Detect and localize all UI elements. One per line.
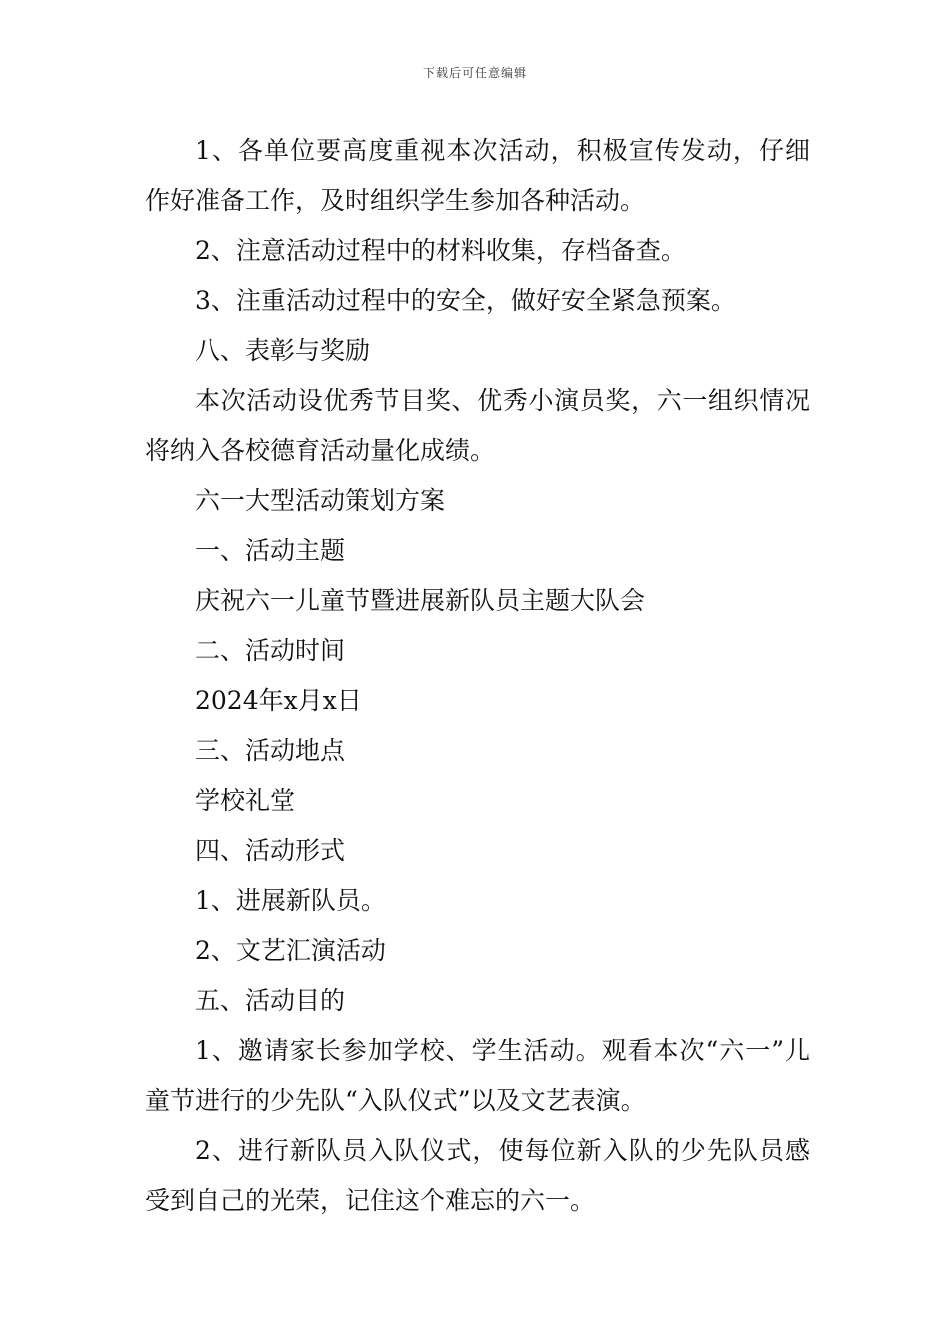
section-heading-location: 三、活动地点 (195, 736, 346, 765)
paragraph-purpose-2: 2、进行新队员入队仪式，使每位新入队的少先队员感受到自己的光荣，记住这个难忘的六一。 (145, 1136, 810, 1215)
paragraph-purpose-1: 1、邀请家长参加学校、学生活动。观看本次“六一”儿童节进行的少先队“入队仪式”以及文艺表演。 (145, 1036, 810, 1115)
paragraph-location: 学校礼堂 (195, 786, 296, 815)
document-title: 六一大型活动策划方案 (195, 486, 446, 515)
section-heading-purpose: 五、活动目的 (195, 986, 346, 1015)
paragraph-requirement-1: 1、各单位要高度重视本次活动，积极宣传发动，仔细作好准备工作，及时组织学生参加各种活动。 (145, 136, 810, 215)
paragraph-time: 2024年x月x日 (195, 686, 362, 715)
section-heading-format: 四、活动形式 (195, 836, 346, 865)
paragraph-format-1: 1、进展新队员。 (195, 886, 386, 915)
paragraph-requirement-3: 3、注重活动过程中的安全，做好安全紧急预案。 (195, 286, 736, 315)
page-header: 下载后可任意编辑 (422, 66, 527, 80)
section-heading-time: 二、活动时间 (195, 636, 346, 665)
document-body (145, 126, 810, 1226)
paragraph-theme: 庆祝六一儿童节暨进展新队员主题大队会 (195, 586, 646, 615)
section-heading-awards: 八、表彰与奖励 (195, 336, 371, 365)
paragraph-awards: 本次活动设优秀节目奖、优秀小演员奖，六一组织情况将纳入各校德育活动量化成绩。 (145, 386, 810, 465)
paragraph-format-2: 2、文艺汇演活动 (195, 936, 386, 965)
section-heading-theme: 一、活动主题 (195, 536, 346, 565)
paragraph-requirement-2: 2、注意活动过程中的材料收集，存档备查。 (195, 236, 686, 265)
